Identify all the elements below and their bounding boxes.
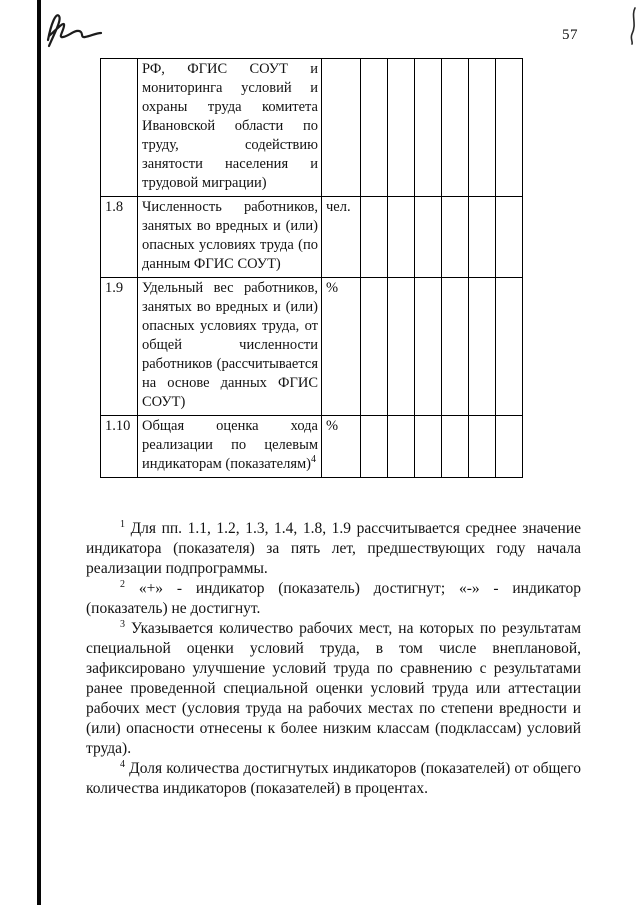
- footnotes-section: [86, 519, 581, 799]
- empty-cell: [496, 59, 523, 197]
- table-row: [101, 278, 523, 416]
- empty-cell: [415, 197, 442, 278]
- footnote-text: Доля количества достигнутых индикаторов (показателей) от общего количества индикаторов (показателей) в процентах.: [86, 760, 581, 797]
- empty-cell: [442, 416, 469, 478]
- empty-cell: [496, 416, 523, 478]
- empty-cell: [469, 416, 496, 478]
- empty-cell: [442, 197, 469, 278]
- footnote: [86, 519, 581, 579]
- table-row: [101, 197, 523, 278]
- empty-cell: [361, 59, 388, 197]
- row-text-cell: РФ, ФГИС СОУТ и мониторинга условий и охраны труда комитета Ивановской области по труду, содействию занятости населения и трудовой миграции): [138, 59, 322, 197]
- empty-cell: [361, 278, 388, 416]
- row-text: Общая оценка хода реализации по целевым индикаторам (показателям): [142, 418, 318, 472]
- row-number-cell: 1.10: [101, 416, 138, 478]
- edge-pen-mark: [627, 6, 639, 46]
- empty-cell: [388, 278, 415, 416]
- empty-cell: [415, 59, 442, 197]
- page-number: 57: [562, 27, 578, 43]
- footnote-text: Указывается количество рабочих мест, на которых по результатам специальной оценки условий труда, в том числе внеплановой, зафиксировано улучшение условий труда по сравнению с результатами ранее проведенной специальной оценки условий труда или аттестации рабочих мест (условия труда на рабочих местах по степени вредности и (или) опасности отнесены к более низким классам (подклассам) условий труда).: [86, 620, 581, 757]
- row-text-cell: [138, 416, 322, 478]
- empty-cell: [496, 278, 523, 416]
- empty-cell: [469, 59, 496, 197]
- empty-cell: [415, 278, 442, 416]
- footnote: [86, 759, 581, 799]
- footnote-text: Для пп. 1.1, 1.2, 1.3, 1.4, 1.8, 1.9 рассчитывается среднее значение индикатора (показателя) за пять лет, предшествующих году начала реализации подпрограммы.: [86, 520, 582, 577]
- table-row: [101, 416, 523, 478]
- empty-cell: [361, 197, 388, 278]
- footnote-marker: 3: [120, 618, 125, 630]
- handwritten-mark: [38, 6, 114, 58]
- empty-cell: [469, 197, 496, 278]
- empty-cell: [469, 278, 496, 416]
- unit-cell: [322, 59, 361, 197]
- empty-cell: [388, 59, 415, 197]
- footnote: [86, 619, 581, 759]
- empty-cell: [388, 416, 415, 478]
- footnote-marker: 1: [120, 518, 125, 530]
- footnote-marker: 4: [120, 758, 125, 770]
- row-text-cell: Удельный вес работников, занятых во вредных и (или) опасных условиях труда, от общей численности работников (рассчитывается на основе данных ФГИС СОУТ): [138, 278, 322, 416]
- row-number-cell: 1.9: [101, 278, 138, 416]
- footnote: [86, 579, 581, 619]
- row-number-cell: 1.8: [101, 197, 138, 278]
- empty-cell: [388, 197, 415, 278]
- footnote-text: «+» - индикатор (показатель) достигнут; «-» - индикатор (показатель) не достигнут.: [86, 580, 581, 617]
- scan-edge-line: [37, 0, 41, 905]
- row-number-cell: [101, 59, 138, 197]
- row-text-cell: Численность работников, занятых во вредных и (или) опасных условиях труда (по данным ФГИС СОУТ): [138, 197, 322, 278]
- unit-cell: чел.: [322, 197, 361, 278]
- empty-cell: [442, 278, 469, 416]
- empty-cell: [442, 59, 469, 197]
- empty-cell: [361, 416, 388, 478]
- indicators-table: [100, 58, 523, 478]
- table-row: [101, 59, 523, 197]
- footnote-marker: 2: [120, 578, 125, 590]
- empty-cell: [415, 416, 442, 478]
- unit-cell: %: [322, 278, 361, 416]
- footnote-reference: 4: [311, 454, 316, 466]
- unit-cell: %: [322, 416, 361, 478]
- empty-cell: [496, 197, 523, 278]
